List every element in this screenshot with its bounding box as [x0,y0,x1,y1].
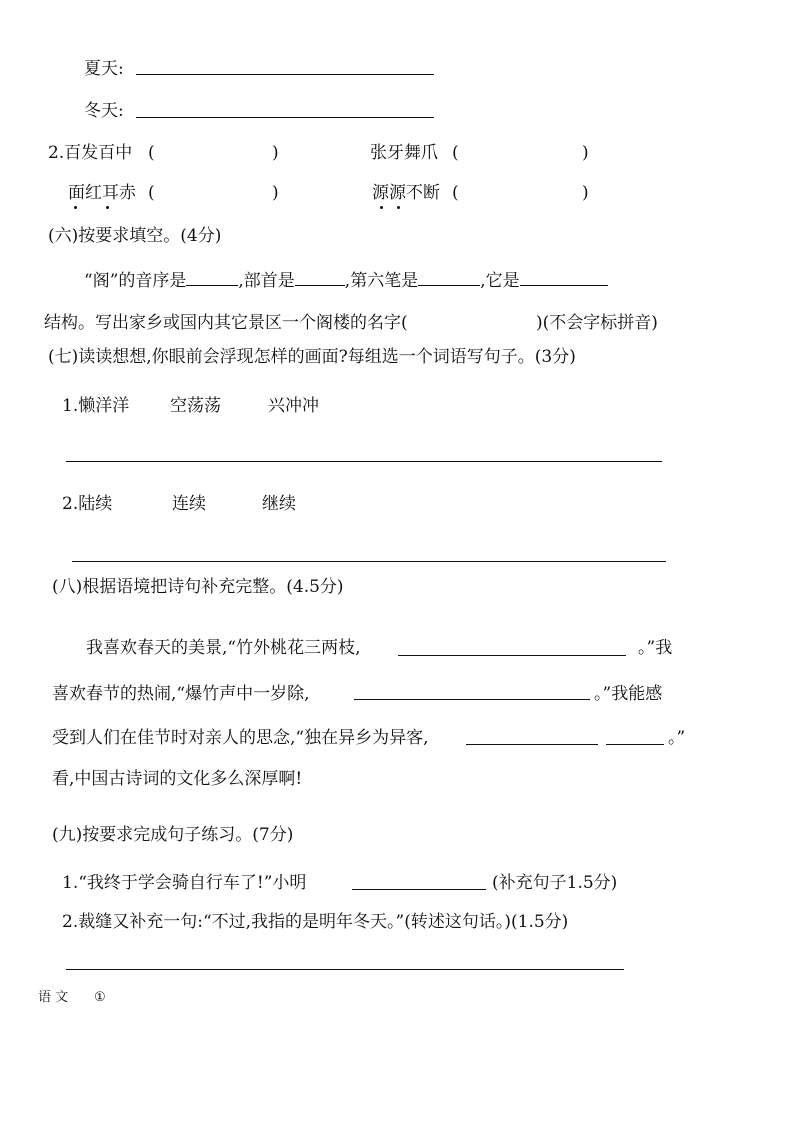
poem-blank-1[interactable] [398,655,626,656]
poem-line-2a: 喜欢春节的热闹,“爆竹声中一岁除, [52,684,310,704]
word-group-2-a: 2.陆续 [62,494,113,514]
idiom-3-word: 面红耳赤 [68,183,136,203]
idiom-2-word: 张牙舞爪 [370,143,438,163]
winter-label: 冬天: [84,101,124,121]
poem-line-3a: 受到人们在佳节时对亲人的思念,“独在异乡为异客, [52,728,429,748]
footer-page-number: ① [94,990,106,1005]
idiom-4-close-paren: ) [582,183,589,203]
section-6-line-2b: )(不会字标拼音) [536,313,658,333]
word-group-1-a: 1.懒洋洋 [62,396,130,416]
poem-blank-3b[interactable] [606,744,664,745]
poem-line-4: 看,中国古诗词的文化多么深厚啊! [52,769,303,789]
poem-line-2b: 。”我能感 [594,684,663,704]
word-group-2-c: 继续 [262,494,296,514]
radical-prompt: ,部首是 [238,271,295,291]
idiom-3-close-paren: ) [272,183,279,203]
poem-blank-2[interactable] [354,699,590,700]
idiom-2-close-paren: ) [582,143,589,163]
sentence-answer-line-1[interactable] [66,461,662,462]
idiom-1-word: 百发百中 [64,143,133,163]
section-6-line-1 [84,267,608,293]
emphasis-dot [106,206,109,209]
idiom-2-open-paren: ( [452,143,459,163]
emphasis-dot [397,206,400,209]
section-7-heading: (七)读读想想,你眼前会浮现怎样的画面?每组选一个词语写句子。(3分) [48,347,576,367]
section-6-line-2a: 结构。写出家乡或国内其它景区一个阁楼的名字( [44,313,408,333]
sentence-q2-prompt: 2.裁缝又补充一句:“不过,我指的是明年冬天。”(转述这句话。)(1.5分) [62,912,569,932]
summer-answer-line[interactable] [136,74,434,75]
winter-answer-line[interactable] [136,117,434,118]
stroke-blank[interactable] [418,267,480,286]
idiom-3-open-paren: ( [148,183,155,203]
word-group-1-c: 兴冲冲 [268,396,319,416]
structure-prompt: ,它是 [480,271,520,291]
section-6-heading: (六)按要求填空。(4分) [48,226,222,246]
idiom-1-open-paren: ( [148,143,155,163]
sentence-q2-answer-line[interactable] [66,969,624,970]
idiom-item-1 [48,141,132,165]
idiom-1-number: 2. [48,143,65,163]
poem-line-3b: 。” [668,728,686,748]
sentence-q1-blank[interactable] [352,889,486,890]
word-group-2-b: 连续 [172,494,206,514]
radical-blank[interactable] [295,267,345,286]
structure-blank[interactable] [520,267,608,286]
idiom-4-open-paren: ( [452,183,459,203]
phonetic-prompt: “阁”的音序是 [84,271,187,291]
stroke-prompt: ,第六笔是 [344,271,419,291]
emphasis-dot [74,206,77,209]
section-9-heading: (九)按要求完成句子练习。(7分) [52,825,294,845]
poem-line-1a: 我喜欢春天的美景,“竹外桃花三两枝, [86,638,361,658]
poem-line-1b: 。”我 [638,638,673,658]
sentence-answer-line-2[interactable] [72,561,666,562]
sentence-q1-prompt: 1.“我终于学会骑自行车了!”小明 [62,873,307,893]
footer-subject: 语 文 [38,990,69,1005]
sentence-q1-note: (补充句子1.5分) [492,873,618,893]
summer-label: 夏天: [84,59,124,79]
emphasis-dot [380,206,383,209]
idiom-4-word: 源源不断 [372,183,440,203]
poem-blank-3a[interactable] [466,744,598,745]
idiom-1-close-paren: ) [272,143,279,163]
phonetic-blank[interactable] [186,267,238,286]
word-group-1-b: 空荡荡 [170,396,221,416]
section-8-heading: (八)根据语境把诗句补充完整。(4.5分) [52,577,344,597]
